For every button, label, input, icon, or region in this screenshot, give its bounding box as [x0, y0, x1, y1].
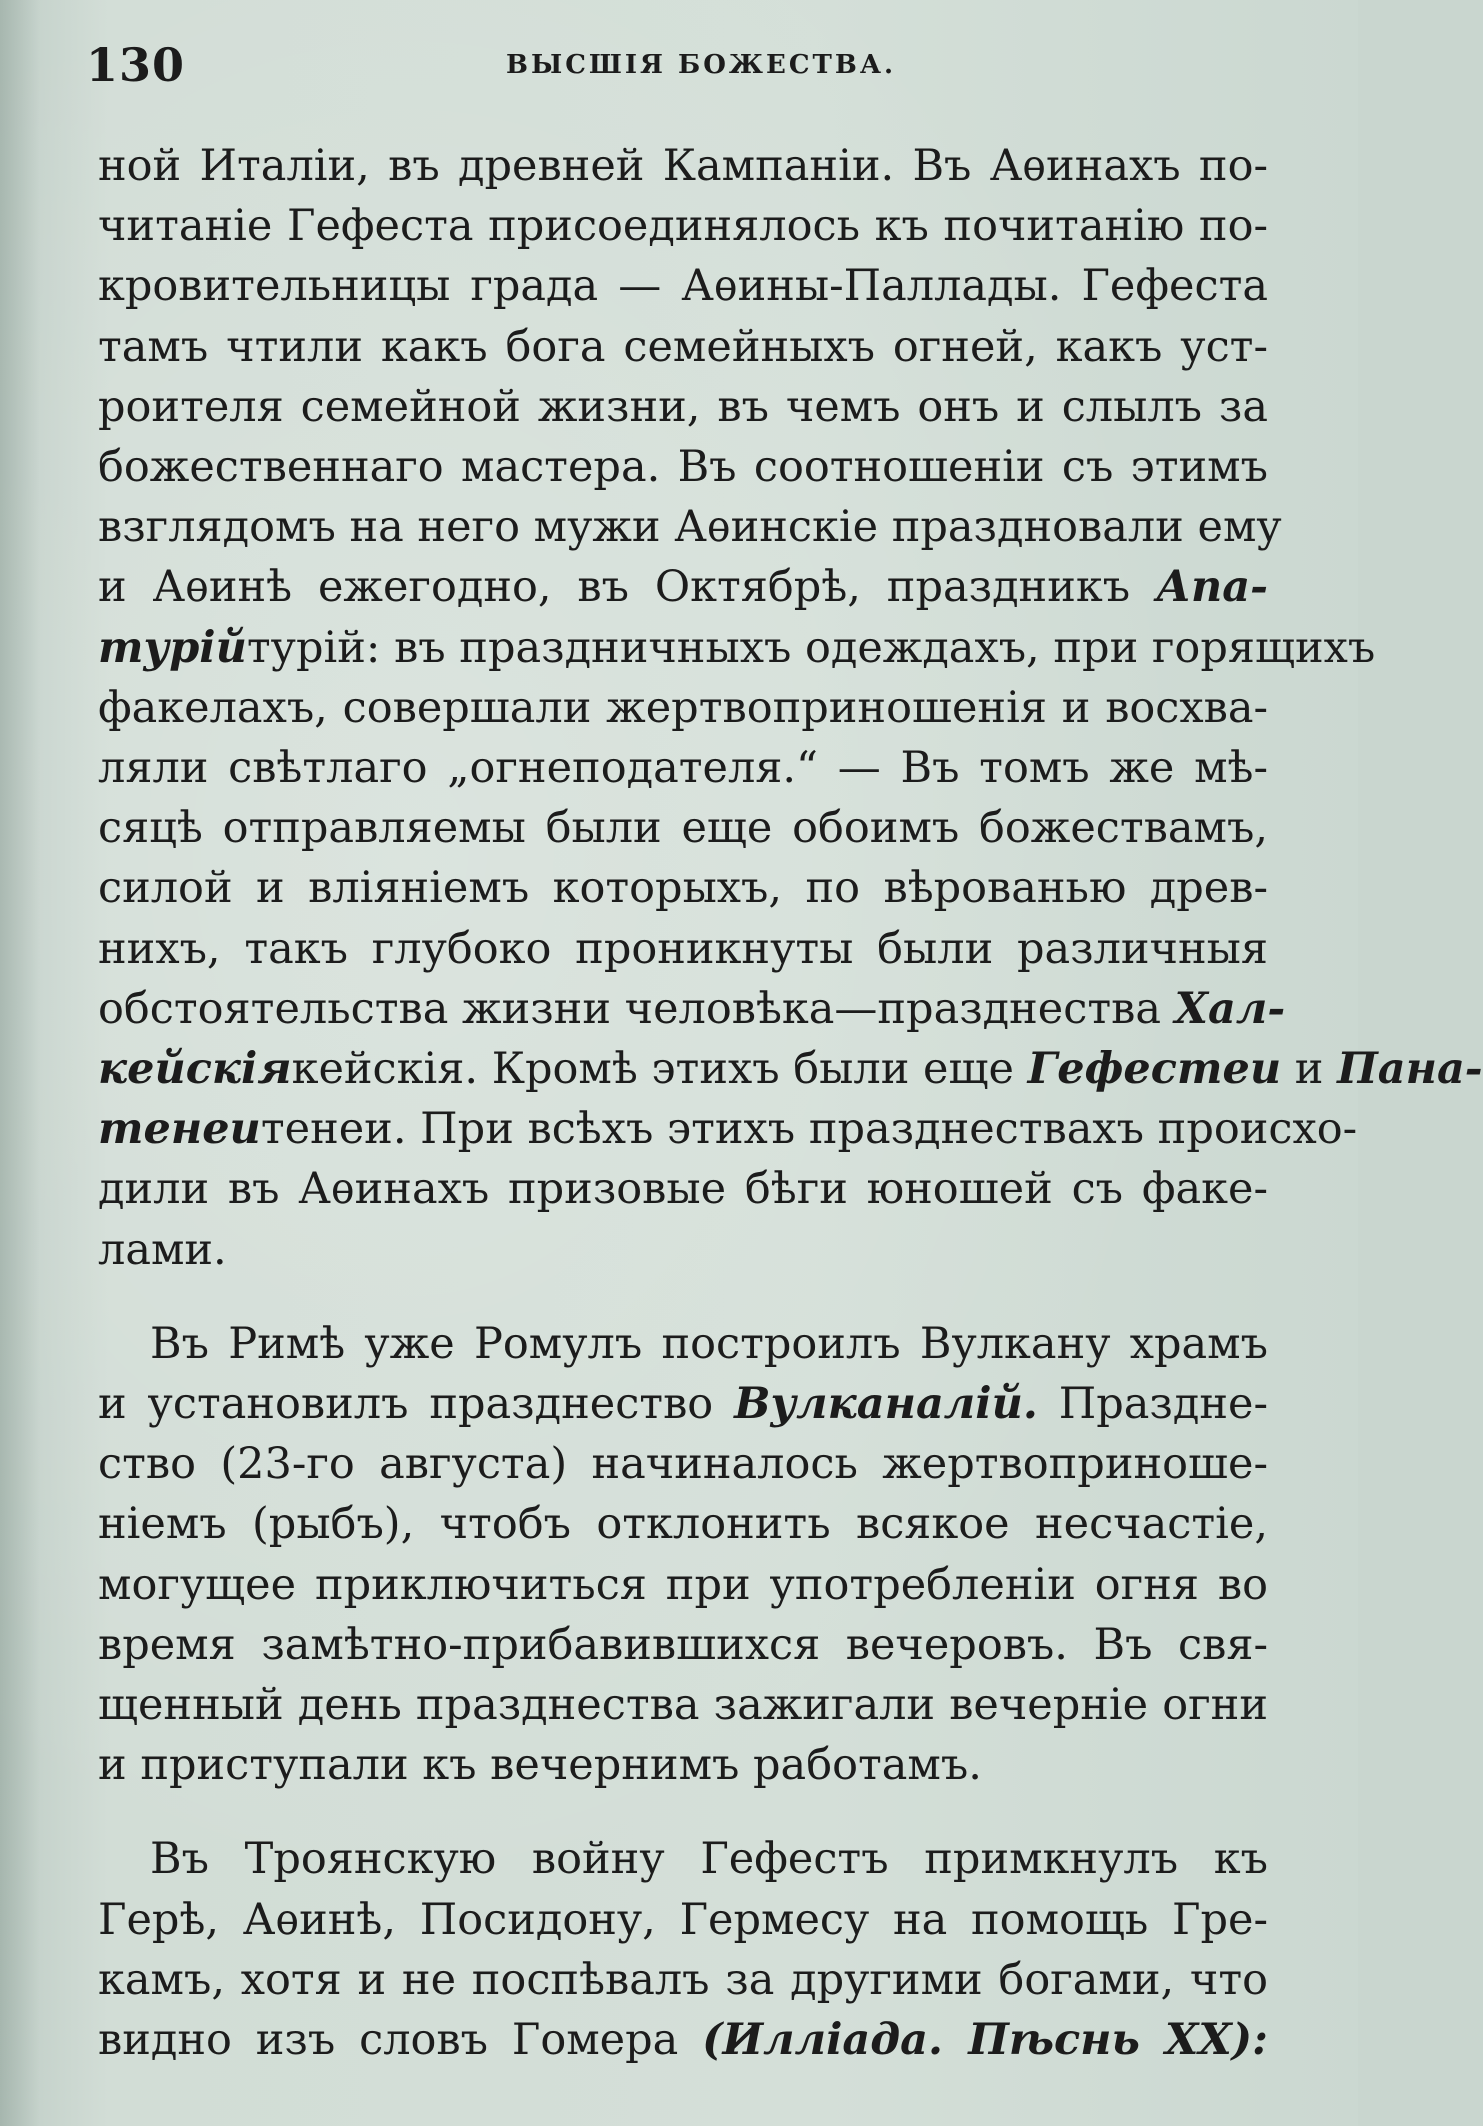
- paragraph-3: [98, 1829, 1268, 2070]
- text-line: Герѣ, Аѳинѣ, Посидону, Гермесу на помощь Гре-: [98, 1894, 1268, 1945]
- emphasis-term: тенеи: [98, 1104, 261, 1155]
- text-line: Въ Римѣ уже Ромулъ построилъ Вулкану храмъ: [150, 1318, 1268, 1369]
- text-line: ляли свѣтлаго „огнеподателя.“ — Въ томъ же мѣ-: [98, 743, 1268, 794]
- text-line: тенеитенеи. При всѣхъ этихъ празднествахъ происхо-: [98, 1104, 1358, 1155]
- text-line: нихъ, такъ глубоко проникнуты были различныя: [98, 923, 1268, 974]
- emphasis-term: Гефестеи: [1027, 1044, 1282, 1095]
- paragraph-2: [98, 1314, 1268, 1796]
- emphasis-term: Апа-: [1156, 562, 1268, 613]
- text-line: и установилъ празднество Вулканалій. Праздне-: [98, 1379, 1268, 1430]
- text-line: обстоятельства жизни человѣка—празднества Хал-: [98, 983, 1286, 1034]
- text-line: тамъ чтили какъ бога семейныхъ огней, какъ уст-: [98, 321, 1268, 372]
- running-head: ВЫСШІЯ БОЖЕСТВА.: [506, 50, 897, 80]
- text-line: могущее приключиться при употребленіи огня во: [98, 1559, 1268, 1610]
- gutter-shadow: [0, 0, 40, 2126]
- text-line: ной Италіи, въ древней Кампаніи. Въ Аѳинахъ по-: [98, 141, 1268, 191]
- paragraph-1: [98, 136, 1483, 1280]
- emphasis-term: кейскія: [98, 1044, 292, 1095]
- text-line: силой и вліяніемъ которыхъ, по вѣрованью древ-: [98, 863, 1268, 914]
- text-line: лами.: [98, 1224, 227, 1275]
- text-line: ніемъ (рыбъ), чтобъ отклонить всякое несчастіе,: [98, 1499, 1268, 1550]
- text-line: кровительницы града — Аѳины-Паллады. Гефеста: [98, 261, 1268, 312]
- page-number: 130: [86, 38, 186, 92]
- text-line: факелахъ, совершали жертвоприношенія и восхва-: [98, 682, 1268, 733]
- emphasis-term: Вулканалій.: [734, 1379, 1038, 1430]
- page-header: [86, 38, 1306, 98]
- text-line: сяцѣ отправляемы были еще обоимъ божествамъ,: [98, 803, 1268, 854]
- emphasis-term: (Илліада. Пѣснь XX):: [702, 2015, 1268, 2066]
- text-line: время замѣтно-прибавившихся вечеровъ. Въ свя-: [98, 1619, 1268, 1670]
- text-line: турійтурій: въ праздничныхъ одеждахъ, при горящихъ: [98, 622, 1376, 673]
- emphasis-term: Пана-: [1337, 1044, 1483, 1095]
- text-line: и приступали къ вечернимъ работамъ.: [98, 1740, 982, 1791]
- text-line: роителя семейной жизни, въ чемъ онъ и слылъ за: [98, 381, 1268, 432]
- emphasis-term: турій: [98, 622, 247, 673]
- text-line: видно изъ словъ Гомера (Илліада. Пѣснь XX):: [98, 2015, 1268, 2066]
- text-line: камъ, хотя и не поспѣвалъ за другими богами, что: [98, 1954, 1268, 2005]
- text-line: взглядомъ на него мужи Аѳинскіе праздновали ему: [98, 502, 1282, 553]
- text-line: читаніе Гефеста присоединялось къ почитанію по-: [98, 201, 1268, 252]
- text-line: божественнаго мастера. Въ соотношеніи съ этимъ: [98, 442, 1268, 493]
- body-text: [98, 136, 1483, 2070]
- text-line: ство (23-го августа) начиналось жертвоприноше-: [98, 1439, 1268, 1490]
- text-line: кейскіякейскія. Кромѣ этихъ были еще Гефестеи и Пана-: [98, 1044, 1483, 1095]
- text-line: и Аѳинѣ ежегодно, въ Октябрѣ, праздникъ Апа-: [98, 562, 1268, 613]
- text-line: щенный день празднества зажигали вечерніе огни: [98, 1680, 1268, 1731]
- emphasis-term: Хал-: [1174, 983, 1286, 1034]
- text-line: дили въ Аѳинахъ призовые бѣги юношей съ факе-: [98, 1164, 1268, 1215]
- text-line: Въ Троянскую войну Гефестъ примкнулъ къ: [150, 1834, 1268, 1885]
